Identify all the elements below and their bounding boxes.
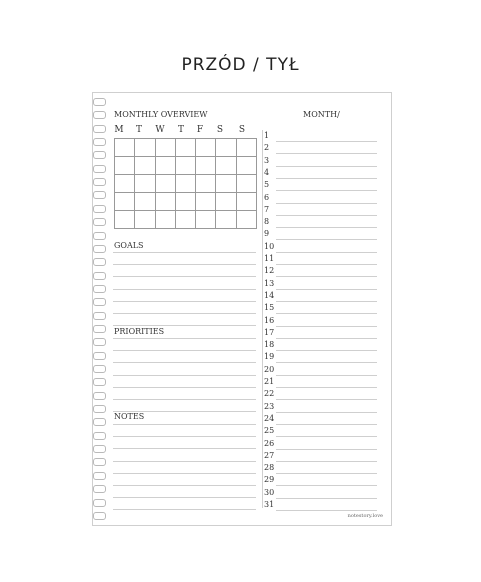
calendar-cell (156, 193, 176, 211)
calendar-cell (176, 139, 196, 157)
binder-ring (93, 392, 106, 400)
day-line (276, 510, 377, 511)
day-line (276, 301, 377, 302)
writing-line (113, 448, 256, 449)
day-number: 5 (264, 180, 270, 190)
day-number: 2 (264, 143, 270, 153)
day-number: 30 (264, 487, 275, 497)
calendar-cell (156, 157, 176, 175)
calendar-cell (237, 193, 257, 211)
day-number: 29 (264, 475, 275, 485)
goals-heading: GOALS (114, 241, 144, 250)
day-number: 3 (264, 155, 270, 165)
weekday-label: M (114, 125, 124, 135)
calendar-cell (196, 157, 216, 175)
calendar-cell (115, 175, 135, 193)
writing-line (113, 301, 256, 302)
day-line (276, 485, 377, 486)
day-number: 31 (264, 500, 275, 509)
calendar-cell (216, 193, 236, 211)
binder-ring (93, 178, 106, 186)
binder-ring (93, 378, 106, 386)
calendar-cell (196, 193, 216, 211)
day-number: 27 (264, 450, 275, 460)
writing-line (113, 325, 256, 326)
day-line (276, 338, 377, 339)
calendar-cell (156, 175, 176, 193)
writing-line (113, 411, 256, 412)
day-line (276, 461, 377, 462)
binder-ring (93, 485, 106, 493)
day-number: 10 (264, 241, 275, 251)
day-line (276, 412, 377, 413)
writing-line (113, 264, 256, 265)
day-line (276, 215, 377, 216)
writing-line (113, 313, 256, 314)
calendar-cell (135, 157, 155, 175)
writing-line (113, 350, 256, 351)
day-line (276, 399, 377, 400)
calendar-cell (176, 193, 196, 211)
day-line (276, 166, 377, 167)
writing-line (113, 252, 256, 253)
day-number: 1 (264, 131, 270, 140)
binder-ring (93, 458, 106, 466)
binder-ring (93, 325, 106, 333)
calendar-cell (216, 157, 236, 175)
binder-ring (93, 365, 106, 373)
day-line (276, 362, 377, 363)
weekday-label: S (216, 125, 224, 135)
day-number: 23 (264, 401, 275, 411)
binder-ring (93, 472, 106, 480)
day-line (276, 264, 377, 265)
day-line (276, 178, 377, 179)
day-line (276, 190, 377, 191)
month-heading: MONTH/ (303, 110, 340, 119)
calendar-cell (135, 193, 155, 211)
day-number: 19 (264, 352, 275, 362)
weekday-label: S (238, 125, 246, 135)
calendar-cell (237, 175, 257, 193)
day-number: 4 (264, 167, 270, 177)
binder-ring (93, 258, 106, 266)
calendar-cell (216, 139, 236, 157)
day-line (276, 326, 377, 327)
day-line (276, 276, 377, 277)
day-number: 12 (264, 266, 275, 276)
day-number: 14 (264, 290, 275, 300)
binder-ring (93, 138, 106, 146)
day-number: 15 (264, 303, 275, 313)
writing-line (113, 338, 256, 339)
notes-heading: NOTES (114, 412, 145, 421)
binder-ring (93, 405, 106, 413)
calendar-cell (135, 139, 155, 157)
weekday-label: T (135, 125, 142, 135)
day-line (276, 424, 377, 425)
calendar-cell (135, 175, 155, 193)
day-line (276, 203, 377, 204)
day-line (276, 387, 377, 388)
day-number: 25 (264, 426, 275, 436)
binder-ring (93, 218, 106, 226)
calendar-cell (115, 157, 135, 175)
day-number: 24 (264, 413, 275, 423)
day-line (276, 498, 377, 499)
calendar-cell (135, 211, 155, 229)
day-number: 26 (264, 438, 275, 448)
day-line (276, 289, 377, 290)
day-number: 16 (264, 315, 275, 325)
writing-line (113, 509, 256, 510)
day-number: 18 (264, 340, 275, 350)
calendar-cell (237, 139, 257, 157)
day-line (276, 449, 377, 450)
writing-line (113, 461, 256, 462)
day-number: 28 (264, 463, 275, 473)
binder-ring (93, 272, 106, 280)
writing-line (113, 289, 256, 290)
binder-ring (93, 98, 106, 106)
writing-line (113, 497, 256, 498)
day-number: 21 (264, 377, 275, 386)
calendar-cell (237, 157, 257, 175)
day-line (276, 375, 377, 376)
calendar-cell (196, 211, 216, 229)
day-line (276, 436, 377, 437)
day-number: 9 (264, 229, 270, 239)
binder-ring (93, 245, 106, 253)
calendar-cell (115, 139, 135, 157)
writing-line (113, 473, 256, 474)
binder-ring (93, 191, 106, 199)
day-line (276, 227, 377, 228)
day-column-divider (262, 130, 263, 508)
binder-ring (93, 125, 106, 133)
binder-ring (93, 298, 106, 306)
day-number: 20 (264, 364, 275, 374)
binder-ring (93, 232, 106, 240)
calendar-cell (115, 193, 135, 211)
weekday-label: W (155, 125, 165, 135)
calendar-cell (237, 211, 257, 229)
calendar-cell (156, 211, 176, 229)
binder-ring (93, 205, 106, 213)
calendar-grid (114, 138, 257, 229)
footer-credit: notestory.love (347, 513, 383, 519)
calendar-cell (176, 175, 196, 193)
calendar-cell (176, 211, 196, 229)
calendar-cell (196, 175, 216, 193)
day-number: 7 (264, 204, 270, 214)
writing-line (113, 387, 256, 388)
day-number: 17 (264, 327, 275, 337)
day-line (276, 239, 377, 240)
binder-ring (93, 338, 106, 346)
binder-ring (93, 512, 106, 520)
writing-line (113, 362, 256, 363)
calendar-cell (216, 175, 236, 193)
page-title: PRZÓD / TYŁ (181, 55, 300, 75)
day-line (276, 473, 377, 474)
day-line (276, 141, 377, 142)
day-number: 8 (264, 217, 270, 227)
binder-ring (93, 285, 106, 293)
calendar-cell (196, 139, 216, 157)
weekday-label: F (196, 125, 204, 135)
binder-ring (93, 499, 106, 507)
binder-ring (93, 432, 106, 440)
binder-ring (93, 151, 106, 159)
day-line (276, 153, 377, 154)
calendar-cell (176, 157, 196, 175)
day-number: 13 (264, 278, 275, 288)
binder-ring (93, 165, 106, 173)
writing-line (113, 485, 256, 486)
priorities-heading: PRIORITIES (114, 327, 165, 336)
writing-line (113, 424, 256, 425)
binder-ring (93, 111, 106, 119)
day-number: 11 (264, 254, 275, 263)
writing-line (113, 436, 256, 437)
day-number: 22 (264, 389, 275, 399)
day-line (276, 252, 377, 253)
binder-ring (93, 312, 106, 320)
calendar-cell (216, 211, 236, 229)
binder-ring (93, 352, 106, 360)
writing-line (113, 399, 256, 400)
binder-ring (93, 445, 106, 453)
writing-line (113, 276, 256, 277)
day-line (276, 313, 377, 314)
writing-line (113, 375, 256, 376)
day-number: 6 (264, 192, 270, 202)
day-line (276, 350, 377, 351)
calendar-cell (156, 139, 176, 157)
binder-ring (93, 418, 106, 426)
monthly-overview-heading: MONTHLY OVERVIEW (114, 110, 208, 119)
calendar-cell (115, 211, 135, 229)
weekday-label: T (177, 125, 184, 135)
